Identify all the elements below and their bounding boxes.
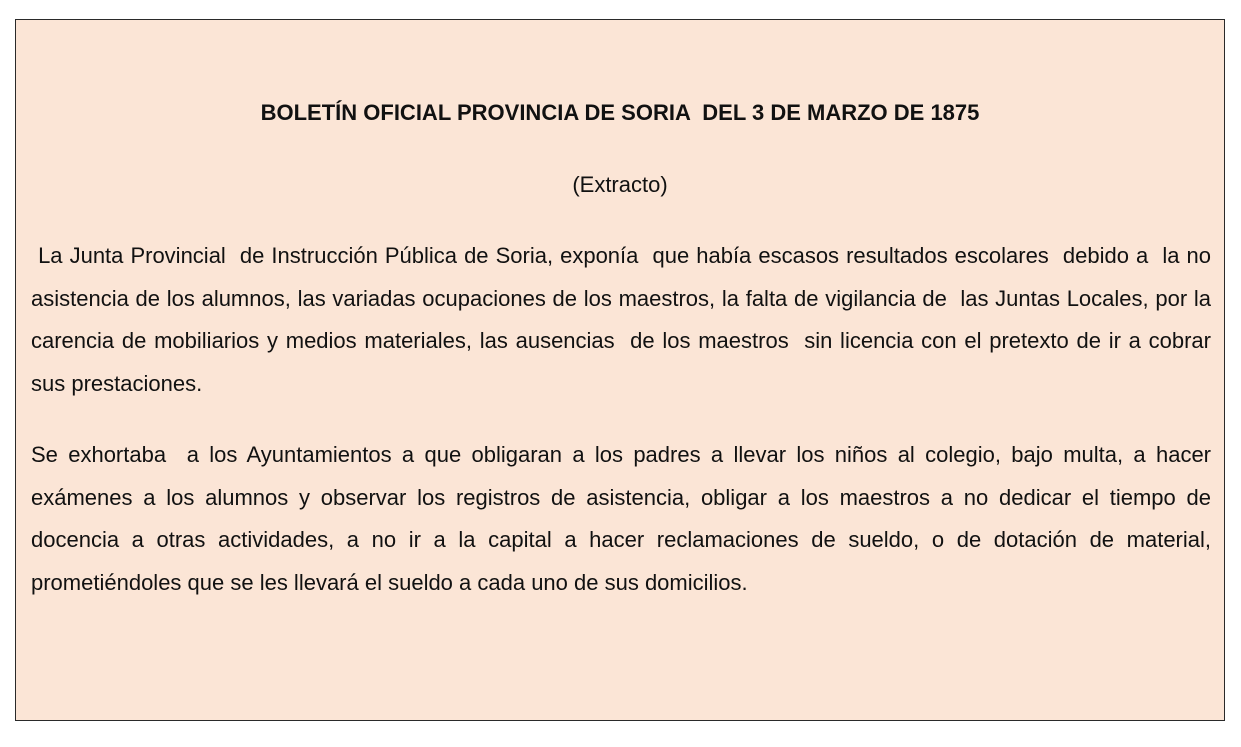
paragraph-1: La Junta Provincial de Instrucción Pública de Soria, exponía que había escasos resultados escolares debido a la no asistencia de los alumnos, las variadas ocupaciones de los maestros, la falta de vigilancia de las Juntas Locales, por la carencia de mobiliarios y medios materiales, las ausencias de los maestros sin licencia con el pretexto de ir a cobrar sus prestaciones. xyxy=(31,243,1224,396)
document-title: BOLETÍN OFICIAL PROVINCIA DE SORIA DEL 3 DE MARZO DE 1875 xyxy=(260,100,980,125)
paragraph-2: Se exhortaba a los Ayuntamientos a que obligaran a los padres a llevar los niños al colegio, bajo multa, a hacer exámenes a los alumnos y observar los registros de asistencia, obligar a los maestros a no dedicar el tiempo de docencia a otras actividades, a no ir a la capital a hacer reclamaciones de sueldo, o de dotación de material, prometiéndoles que se les llevará el sueldo a cada uno de sus domicilios. xyxy=(31,442,1218,595)
document-subtitle: (Extracto) xyxy=(572,172,668,197)
document-box xyxy=(15,19,1225,721)
